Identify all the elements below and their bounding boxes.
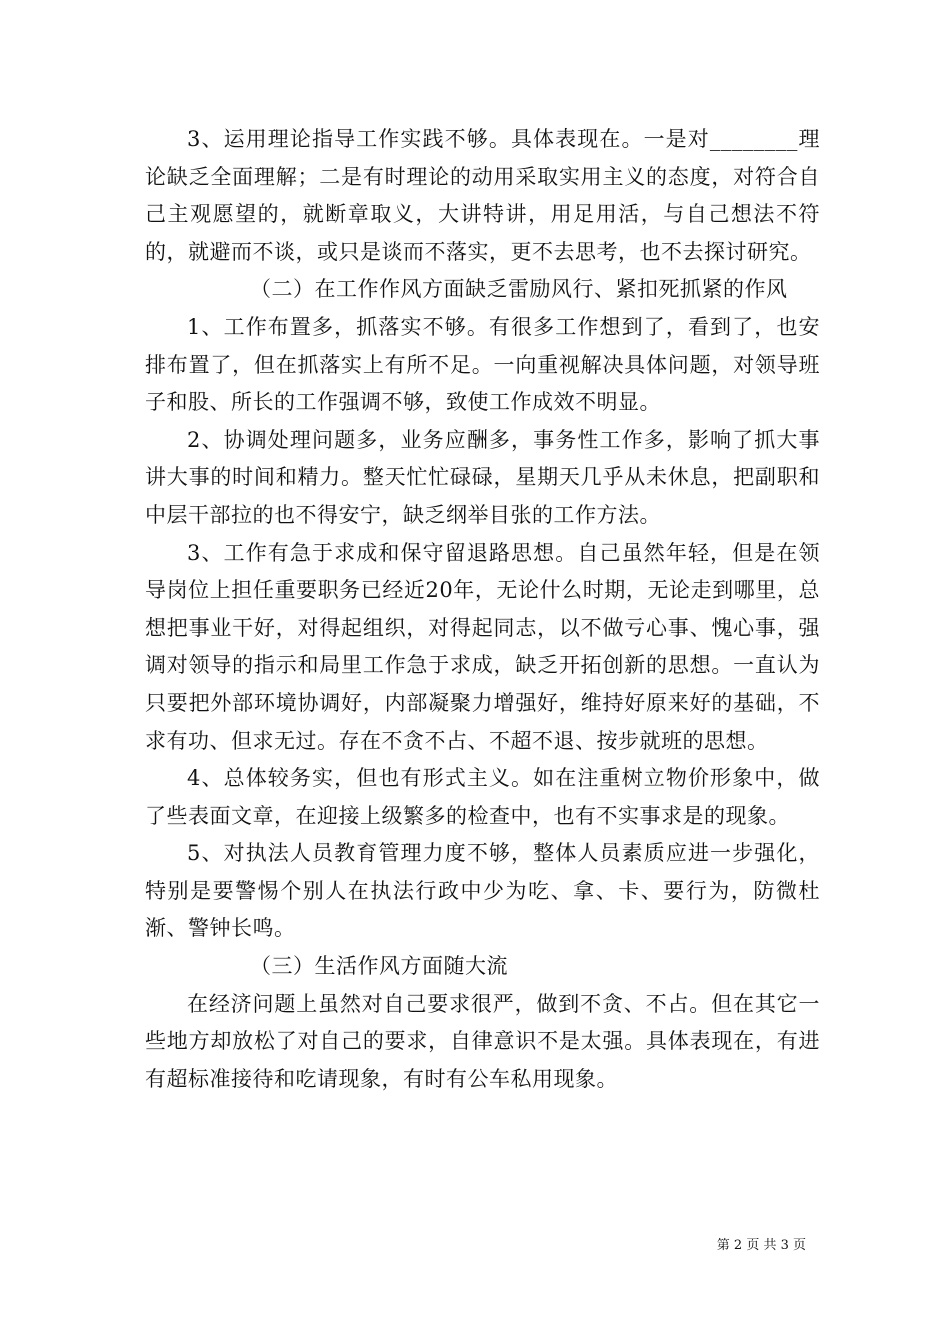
paragraph-coordination: 2、协调处理问题多，业务应酬多，事务性工作多，影响了抓大事讲大事的时间和精力。整天忙忙碌碌，星期天几乎从未休息，把副职和中层干部拉的也不得安宁，缺乏纲举目张的工作方法。 (145, 427, 820, 527)
document-body (145, 121, 820, 1098)
paragraph-eagerness: 3、工作有急于求成和保守留退路思想。自己虽然年轻，但是在领导岗位上担任重要职务已经近20年，无论什么时期，无论走到哪里，总想把事业干好，对得起组织，对得起同志，以不做亏心事、愧心事，强调对领导的指示和局里工作急于求成，缺乏开拓创新的思想。一直认为只要把外部环境协调好，内部凝聚力增强好，维持好原来好的基础，不求有功、但求无过。存在不贪不占、不超不退、按步就班的思想。 (145, 540, 820, 753)
paragraph-formalism: 4、总体较务实，但也有形式主义。如在注重树立物价形象中，做了些表面文章，在迎接上级繁多的检查中，也有不实事求是的现象。 (145, 766, 820, 828)
section-heading-life-style: （三）生活作风方面随大流 (250, 954, 508, 979)
paragraph-implementation: 1、工作布置多，抓落实不够。有很多工作想到了，看到了，也安排布置了，但在抓落实上有所不足。一向重视解决具体问题，对领导班子和股、所长的工作强调不够，致使工作成效不明显。 (145, 314, 820, 415)
paragraph-enforcement: 5、对执法人员教育管理力度不够，整体人员素质应进一步强化，特别是要警惕个别人在执法行政中少为吃、拿、卡、要行为，防微杜渐、警钟长鸣。 (145, 841, 820, 941)
paragraph-economic: 在经济问题上虽然对自己要求很严，做到不贪、不占。但在其它一些地方却放松了对自己的要求，自律意识不是太强。具体表现在，有进有超标准接待和吃请现象，有时有公车私用现象。 (145, 991, 820, 1091)
paragraph-theory-practice: 3、运用理论指导工作实践不够。具体表现在。一是对________理论缺乏全面理解；二是有时理论的动用采取实用主义的态度，对符合自己主观愿望的，就断章取义，大讲特讲，用足用活，与自己想法不符的，就避而不谈，或只是谈而不落实，更不去思考，也不去探讨研究。 (145, 127, 820, 264)
page-number-footer: 第 2 页 共 3 页 (716, 1238, 806, 1253)
section-heading-work-style: （二）在工作作风方面缺乏雷励风行、紧扣死抓紧的作风 (250, 277, 788, 302)
